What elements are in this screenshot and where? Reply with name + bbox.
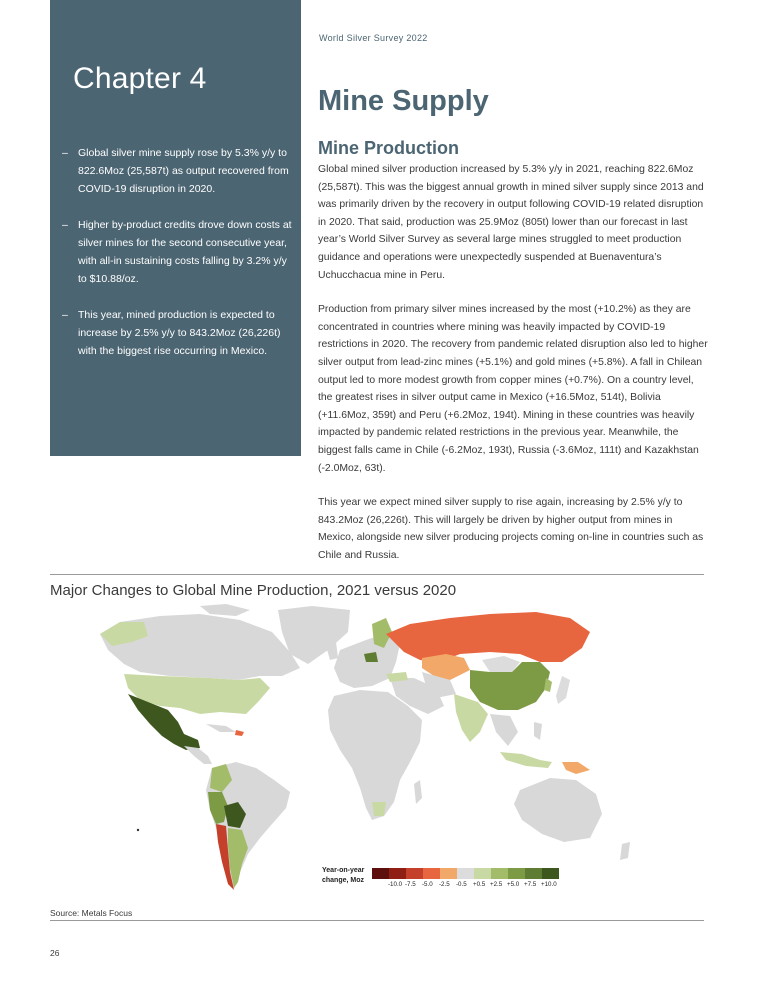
legend-label: +2.5	[490, 881, 503, 888]
legend-label: +10.0	[541, 881, 557, 888]
paragraph: Global mined silver production increased by 5.3% y/y in 2021, reaching 822.6Moz (25,587t). This was the biggest annual growth in mined silver supply since 2013 and was primarily driven by the recovery in output following COVID-19 related disruption in 2020. That said, production was 25.9Moz (805t) lower than our forecast in last year’s World Silver Survey as several large mines struggled to meet production guidance and operations were unexpectedly suspended at Buenaventura’s Uchucchacua mine in Peru.	[318, 164, 704, 281]
page-title: Mine Supply	[318, 85, 489, 117]
figure-title: Major Changes to Global Mine Production, 2021 versus 2020	[50, 582, 457, 599]
region-se-asia	[490, 714, 518, 746]
legend-swatch	[406, 868, 423, 879]
region-mongolia	[482, 656, 520, 672]
region-central-america	[184, 746, 212, 764]
region-japan	[556, 676, 570, 704]
legend-label: -2.5	[439, 881, 450, 888]
legend-swatch	[440, 868, 457, 879]
region-africa	[328, 690, 422, 820]
figure-source: Source: Metals Focus	[50, 908, 133, 918]
legend-swatch	[474, 868, 491, 879]
key-point: – This year, mined production is expected to increase by 2.5% y/y to 843.2Moz (26,226t) with the biggest rise occurring in Mexico.	[62, 306, 292, 360]
legend-swatch	[423, 868, 440, 879]
legend-swatch	[525, 868, 542, 879]
region-russia	[386, 612, 590, 662]
legend-label: -7.5	[405, 881, 416, 888]
region-madagascar	[414, 780, 422, 804]
figure-top-divider	[50, 574, 704, 575]
section-title: Mine Production	[318, 138, 459, 158]
legend-swatch	[508, 868, 525, 879]
legend-label: +5.0	[507, 881, 520, 888]
region-south-africa-zone	[372, 802, 386, 816]
region-philippines	[534, 722, 542, 740]
paragraph: Production from primary silver mines increased by the most (+10.2%) as they are concentrated in countries where mining was heavily impacted by COVID-19 restrictions in 2020. The recovery from pandemic related disruption also led to higher silver output from lead-zinc mines (+5.1%) and gold mines (+5.8%). A fall in Chilean output led to more modest growth from copper mines (+0.7%). On a country level, the greatest rises in silver output came in Mexico (+16.5Moz, 514t), Bolivia (+11.6Moz, 359t) and Peru (+6.2Moz, 194t). Mining in these countries was heavily impacted by pandemic related restrictions in the previous year. Meanwhile, the biggest falls came in Chile (-6.2Moz, 193t), Russia (-3.6Moz, 111t) and Kazakhstan (-2.0Moz, 63t).	[318, 304, 708, 474]
legend-label: -5.0	[422, 881, 433, 888]
legend-swatch	[542, 868, 559, 879]
legend-swatch	[372, 868, 389, 879]
figure-bottom-divider	[50, 920, 704, 921]
region-png	[562, 762, 590, 774]
region-dominican	[235, 730, 244, 736]
legend-swatch	[457, 868, 474, 879]
region-new-zealand	[620, 842, 630, 860]
legend-label: +0.5	[473, 881, 486, 888]
legend-title: Year-on-year change, Moz	[322, 867, 365, 884]
region-australia	[514, 778, 602, 842]
body-text	[318, 161, 710, 581]
legend-label: +7.5	[524, 881, 537, 888]
region-island-dot	[137, 829, 139, 831]
region-indonesia	[500, 752, 552, 768]
key-point: – Global silver mine supply rose by 5.3% y/y to 822.6Moz (25,587t) as output recovered from COVID-19 disruption in 2020.	[62, 144, 292, 198]
legend-color-scale	[372, 868, 559, 879]
world-map	[50, 602, 704, 898]
legend-label: -10.0	[388, 881, 403, 888]
legend-swatch	[389, 868, 406, 879]
world-map-svg	[50, 602, 704, 898]
paragraph: This year we expect mined silver supply to rise again, increasing by 2.5% y/y to 843.2Moz (26,226t). This will largely be driven by higher output from mines in Mexico, alongside new silver producing projects coming on-line in countries such as Chile and Russia.	[318, 497, 704, 561]
legend-swatch	[491, 868, 508, 879]
legend-label: -0.5	[456, 881, 467, 888]
publication-title: World Silver Survey 2022	[319, 33, 428, 43]
region-caribbean	[206, 724, 236, 732]
key-points-list	[62, 144, 292, 378]
key-point: – Higher by-product credits drove down costs at silver mines for the second consecutive year, with all-in sustaining costs falling by 3.2% y/y to $10.88/oz.	[62, 216, 292, 288]
chapter-label: Chapter 4	[73, 62, 207, 95]
page-number: 26	[50, 948, 60, 958]
region-arctic-islands	[200, 604, 250, 616]
